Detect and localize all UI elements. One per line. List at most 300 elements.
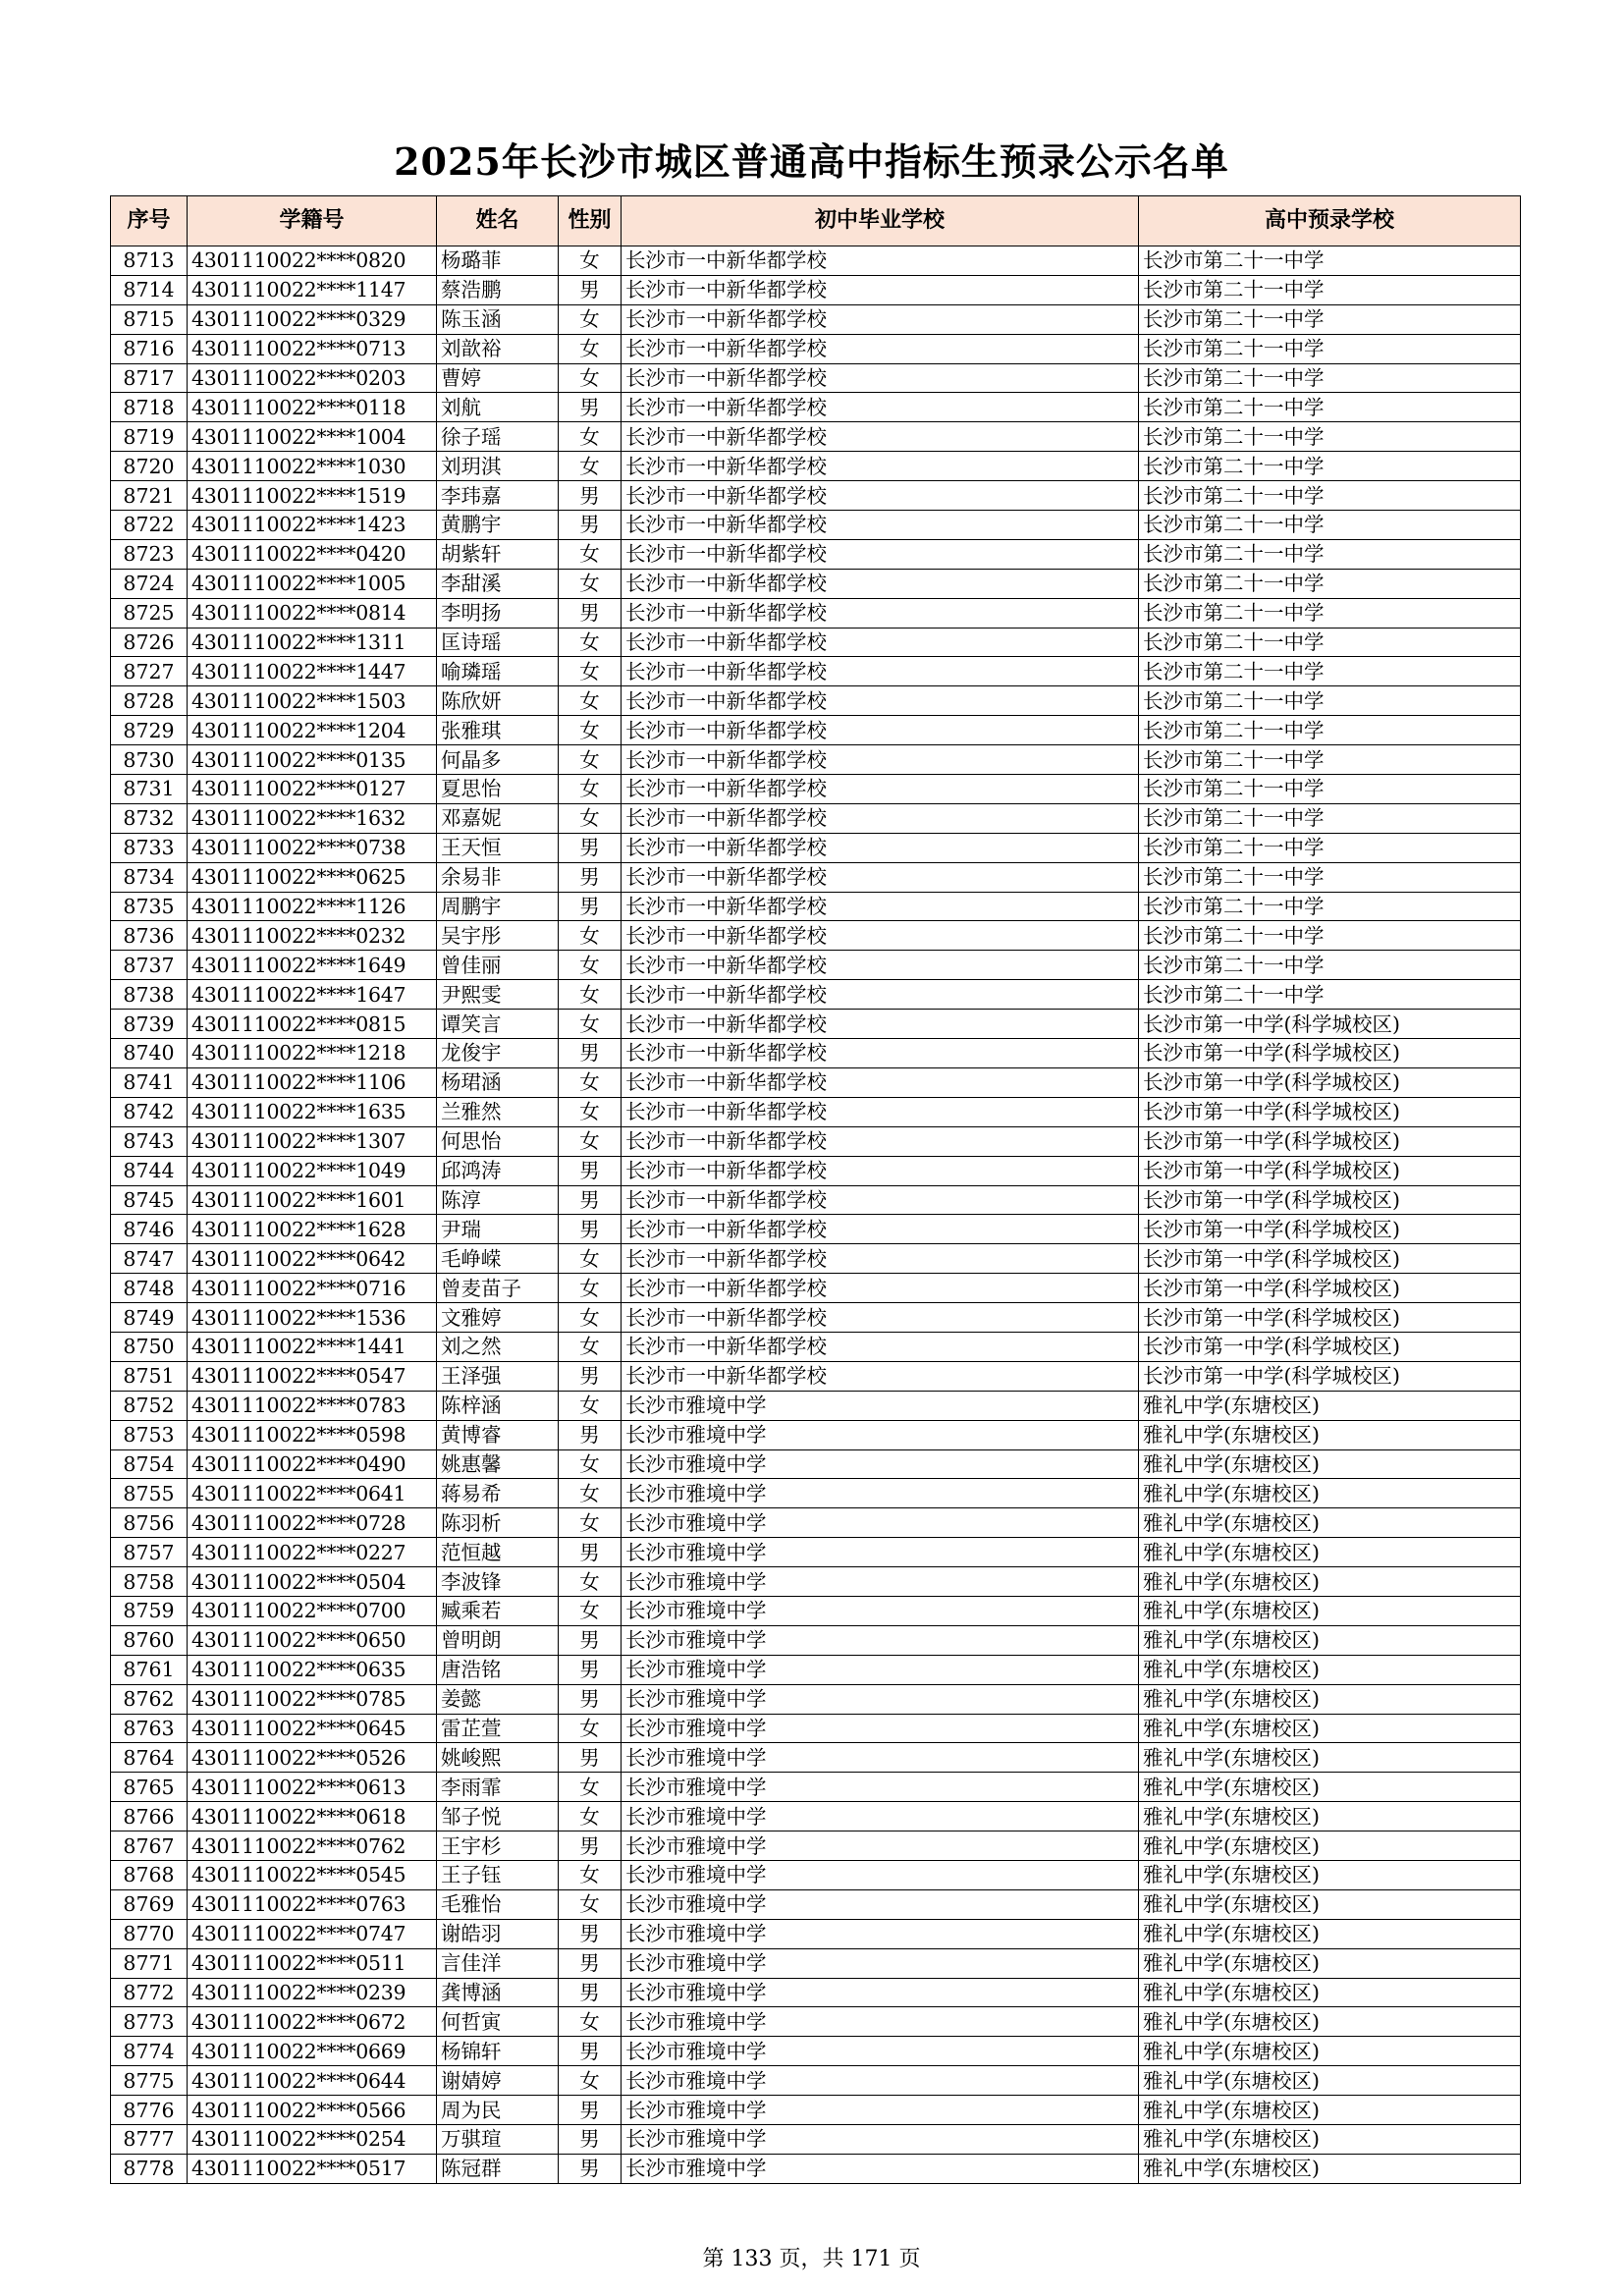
cell-student-id: 4301110022****1307 bbox=[188, 1126, 437, 1156]
cell-middle-school: 长沙市一中新华都学校 bbox=[622, 686, 1139, 716]
cell-name: 陈欣妍 bbox=[437, 686, 559, 716]
cell-name: 曾麦苗子 bbox=[437, 1274, 559, 1303]
cell-high-school: 长沙市第二十一中学 bbox=[1139, 686, 1521, 716]
cell-middle-school: 长沙市一中新华都学校 bbox=[622, 1244, 1139, 1274]
table-row bbox=[111, 2007, 1521, 2037]
cell-middle-school: 长沙市雅境中学 bbox=[622, 1773, 1139, 1802]
cell-middle-school: 长沙市一中新华都学校 bbox=[622, 1332, 1139, 1361]
cell-student-id: 4301110022****0738 bbox=[188, 833, 437, 862]
cell-student-id: 4301110022****0625 bbox=[188, 862, 437, 892]
cell-high-school: 长沙市第二十一中学 bbox=[1139, 246, 1521, 276]
cell-name: 王泽强 bbox=[437, 1361, 559, 1391]
table-row bbox=[111, 1948, 1521, 1978]
table-row bbox=[111, 1067, 1521, 1097]
table-row bbox=[111, 1010, 1521, 1039]
cell-student-id: 4301110022****0547 bbox=[188, 1361, 437, 1391]
cell-high-school: 雅礼中学(东塘校区) bbox=[1139, 2037, 1521, 2066]
cell-gender: 女 bbox=[559, 1274, 622, 1303]
cell-student-id: 4301110022****0672 bbox=[188, 2007, 437, 2037]
cell-high-school: 雅礼中学(东塘校区) bbox=[1139, 1391, 1521, 1420]
header-name: 姓名 bbox=[437, 196, 559, 246]
cell-name: 陈羽析 bbox=[437, 1508, 559, 1538]
table-row bbox=[111, 1919, 1521, 1948]
cell-student-id: 4301110022****0490 bbox=[188, 1449, 437, 1479]
table-row bbox=[111, 1625, 1521, 1655]
cell-gender: 女 bbox=[559, 2007, 622, 2037]
cell-name: 谢婧婷 bbox=[437, 2066, 559, 2096]
cell-high-school: 雅礼中学(东塘校区) bbox=[1139, 1449, 1521, 1479]
cell-middle-school: 长沙市雅境中学 bbox=[622, 1538, 1139, 1567]
cell-middle-school: 长沙市一中新华都学校 bbox=[622, 1010, 1139, 1039]
cell-middle-school: 长沙市一中新华都学校 bbox=[622, 745, 1139, 775]
cell-serial-no: 8756 bbox=[111, 1508, 188, 1538]
cell-gender: 男 bbox=[559, 598, 622, 628]
table-row bbox=[111, 1831, 1521, 1861]
table-row bbox=[111, 980, 1521, 1010]
cell-high-school: 雅礼中学(东塘校区) bbox=[1139, 1831, 1521, 1861]
cell-high-school: 长沙市第一中学(科学城校区) bbox=[1139, 1185, 1521, 1215]
cell-student-id: 4301110022****0118 bbox=[188, 393, 437, 422]
cell-name: 毛雅怡 bbox=[437, 1889, 559, 1919]
cell-gender: 男 bbox=[559, 1625, 622, 1655]
cell-middle-school: 长沙市雅境中学 bbox=[622, 1625, 1139, 1655]
cell-serial-no: 8772 bbox=[111, 1978, 188, 2007]
table-row bbox=[111, 393, 1521, 422]
cell-middle-school: 长沙市一中新华都学校 bbox=[622, 363, 1139, 393]
cell-middle-school: 长沙市一中新华都学校 bbox=[622, 980, 1139, 1010]
cell-middle-school: 长沙市一中新华都学校 bbox=[622, 569, 1139, 598]
cell-name: 何思怡 bbox=[437, 1126, 559, 1156]
cell-student-id: 4301110022****0762 bbox=[188, 1831, 437, 1861]
cell-high-school: 雅礼中学(东塘校区) bbox=[1139, 1479, 1521, 1508]
cell-high-school: 长沙市第二十一中学 bbox=[1139, 539, 1521, 569]
table-row bbox=[111, 1274, 1521, 1303]
cell-serial-no: 8773 bbox=[111, 2007, 188, 2037]
cell-name: 何哲寅 bbox=[437, 2007, 559, 2037]
cell-name: 周为民 bbox=[437, 2096, 559, 2125]
cell-middle-school: 长沙市雅境中学 bbox=[622, 1743, 1139, 1773]
cell-student-id: 4301110022****0644 bbox=[188, 2066, 437, 2096]
cell-high-school: 雅礼中学(东塘校区) bbox=[1139, 1978, 1521, 2007]
cell-high-school: 长沙市第二十一中学 bbox=[1139, 892, 1521, 921]
cell-gender: 男 bbox=[559, 2096, 622, 2125]
cell-serial-no: 8731 bbox=[111, 775, 188, 804]
cell-middle-school: 长沙市一中新华都学校 bbox=[622, 951, 1139, 980]
cell-high-school: 雅礼中学(东塘校区) bbox=[1139, 1596, 1521, 1625]
cell-high-school: 雅礼中学(东塘校区) bbox=[1139, 1684, 1521, 1714]
table-row bbox=[111, 686, 1521, 716]
cell-gender: 男 bbox=[559, 1185, 622, 1215]
cell-student-id: 4301110022****0254 bbox=[188, 2125, 437, 2155]
table-header-row bbox=[111, 196, 1521, 246]
cell-serial-no: 8730 bbox=[111, 745, 188, 775]
table-row bbox=[111, 422, 1521, 452]
cell-name: 曾明朗 bbox=[437, 1625, 559, 1655]
cell-student-id: 4301110022****0127 bbox=[188, 775, 437, 804]
table-row bbox=[111, 775, 1521, 804]
cell-gender: 男 bbox=[559, 1361, 622, 1391]
cell-gender: 女 bbox=[559, 657, 622, 686]
cell-serial-no: 8736 bbox=[111, 921, 188, 951]
cell-gender: 男 bbox=[559, 1215, 622, 1244]
cell-gender: 女 bbox=[559, 304, 622, 334]
table-row bbox=[111, 1332, 1521, 1361]
cell-gender: 男 bbox=[559, 862, 622, 892]
cell-name: 黄博睿 bbox=[437, 1420, 559, 1449]
table-row bbox=[111, 892, 1521, 921]
cell-gender: 女 bbox=[559, 980, 622, 1010]
cell-student-id: 4301110022****0785 bbox=[188, 1684, 437, 1714]
cell-middle-school: 长沙市雅境中学 bbox=[622, 1919, 1139, 1948]
page-title: 2025年长沙市城区普通高中指标生预录公示名单 bbox=[394, 139, 1229, 184]
cell-name: 兰雅然 bbox=[437, 1097, 559, 1126]
cell-serial-no: 8733 bbox=[111, 833, 188, 862]
cell-middle-school: 长沙市一中新华都学校 bbox=[622, 1126, 1139, 1156]
cell-high-school: 长沙市第二十一中学 bbox=[1139, 481, 1521, 511]
cell-name: 刘歆裕 bbox=[437, 334, 559, 363]
cell-gender: 女 bbox=[559, 422, 622, 452]
cell-student-id: 4301110022****0566 bbox=[188, 2096, 437, 2125]
table-row bbox=[111, 2154, 1521, 2183]
cell-name: 吴宇彤 bbox=[437, 921, 559, 951]
cell-student-id: 4301110022****1423 bbox=[188, 511, 437, 540]
cell-student-id: 4301110022****0728 bbox=[188, 1508, 437, 1538]
cell-serial-no: 8750 bbox=[111, 1332, 188, 1361]
table-row bbox=[111, 1185, 1521, 1215]
cell-student-id: 4301110022****0815 bbox=[188, 1010, 437, 1039]
table-row bbox=[111, 1039, 1521, 1068]
cell-middle-school: 长沙市一中新华都学校 bbox=[622, 1303, 1139, 1333]
cell-name: 臧乘若 bbox=[437, 1596, 559, 1625]
cell-serial-no: 8747 bbox=[111, 1244, 188, 1274]
cell-serial-no: 8728 bbox=[111, 686, 188, 716]
cell-name: 姚峻熙 bbox=[437, 1743, 559, 1773]
cell-middle-school: 长沙市一中新华都学校 bbox=[622, 1215, 1139, 1244]
cell-serial-no: 8761 bbox=[111, 1655, 188, 1684]
cell-serial-no: 8764 bbox=[111, 1743, 188, 1773]
table-row bbox=[111, 1860, 1521, 1889]
cell-middle-school: 长沙市雅境中学 bbox=[622, 1948, 1139, 1978]
cell-name: 王子钰 bbox=[437, 1860, 559, 1889]
cell-gender: 女 bbox=[559, 1244, 622, 1274]
cell-student-id: 4301110022****1519 bbox=[188, 481, 437, 511]
cell-gender: 女 bbox=[559, 1802, 622, 1831]
cell-gender: 女 bbox=[559, 1508, 622, 1538]
cell-gender: 女 bbox=[559, 803, 622, 833]
cell-gender: 女 bbox=[559, 921, 622, 951]
cell-student-id: 4301110022****1447 bbox=[188, 657, 437, 686]
cell-middle-school: 长沙市一中新华都学校 bbox=[622, 1156, 1139, 1185]
cell-high-school: 长沙市第二十一中学 bbox=[1139, 275, 1521, 304]
cell-student-id: 4301110022****1632 bbox=[188, 803, 437, 833]
cell-student-id: 4301110022****0504 bbox=[188, 1567, 437, 1597]
cell-middle-school: 长沙市一中新华都学校 bbox=[622, 1361, 1139, 1391]
cell-high-school: 长沙市第二十一中学 bbox=[1139, 334, 1521, 363]
cell-serial-no: 8770 bbox=[111, 1919, 188, 1948]
cell-name: 毛峥嵘 bbox=[437, 1244, 559, 1274]
cell-high-school: 长沙市第一中学(科学城校区) bbox=[1139, 1215, 1521, 1244]
cell-middle-school: 长沙市一中新华都学校 bbox=[622, 393, 1139, 422]
cell-serial-no: 8734 bbox=[111, 862, 188, 892]
cell-name: 喻璘瑶 bbox=[437, 657, 559, 686]
cell-gender: 女 bbox=[559, 686, 622, 716]
cell-name: 刘之然 bbox=[437, 1332, 559, 1361]
cell-student-id: 4301110022****0545 bbox=[188, 1860, 437, 1889]
cell-middle-school: 长沙市一中新华都学校 bbox=[622, 892, 1139, 921]
cell-student-id: 4301110022****1503 bbox=[188, 686, 437, 716]
cell-high-school: 长沙市第二十一中学 bbox=[1139, 422, 1521, 452]
header-serial-no: 序号 bbox=[111, 196, 188, 246]
cell-gender: 男 bbox=[559, 2037, 622, 2066]
cell-serial-no: 8753 bbox=[111, 1420, 188, 1449]
cell-gender: 女 bbox=[559, 1332, 622, 1361]
cell-serial-no: 8754 bbox=[111, 1449, 188, 1479]
cell-student-id: 4301110022****0232 bbox=[188, 921, 437, 951]
cell-high-school: 长沙市第二十一中学 bbox=[1139, 833, 1521, 862]
cell-middle-school: 长沙市一中新华都学校 bbox=[622, 657, 1139, 686]
cell-name: 唐浩铭 bbox=[437, 1655, 559, 1684]
table-row bbox=[111, 1714, 1521, 1743]
cell-student-id: 4301110022****0135 bbox=[188, 745, 437, 775]
cell-serial-no: 8771 bbox=[111, 1948, 188, 1978]
cell-student-id: 4301110022****1004 bbox=[188, 422, 437, 452]
cell-student-id: 4301110022****0641 bbox=[188, 1479, 437, 1508]
cell-student-id: 4301110022****0645 bbox=[188, 1714, 437, 1743]
cell-student-id: 4301110022****0227 bbox=[188, 1538, 437, 1567]
table-row bbox=[111, 334, 1521, 363]
cell-high-school: 雅礼中学(东塘校区) bbox=[1139, 2154, 1521, 2183]
cell-high-school: 长沙市第一中学(科学城校区) bbox=[1139, 1097, 1521, 1126]
cell-serial-no: 8757 bbox=[111, 1538, 188, 1567]
cell-middle-school: 长沙市一中新华都学校 bbox=[622, 481, 1139, 511]
cell-middle-school: 长沙市一中新华都学校 bbox=[622, 1274, 1139, 1303]
cell-serial-no: 8775 bbox=[111, 2066, 188, 2096]
cell-middle-school: 长沙市一中新华都学校 bbox=[622, 539, 1139, 569]
cell-name: 邓嘉妮 bbox=[437, 803, 559, 833]
cell-high-school: 雅礼中学(东塘校区) bbox=[1139, 1625, 1521, 1655]
cell-serial-no: 8740 bbox=[111, 1039, 188, 1068]
cell-student-id: 4301110022****1635 bbox=[188, 1097, 437, 1126]
table-row bbox=[111, 1655, 1521, 1684]
cell-gender: 男 bbox=[559, 2125, 622, 2155]
cell-name: 匡诗瑶 bbox=[437, 628, 559, 657]
cell-serial-no: 8716 bbox=[111, 334, 188, 363]
cell-student-id: 4301110022****0239 bbox=[188, 1978, 437, 2007]
cell-serial-no: 8774 bbox=[111, 2037, 188, 2066]
cell-serial-no: 8722 bbox=[111, 511, 188, 540]
table-row bbox=[111, 1361, 1521, 1391]
table-row bbox=[111, 1420, 1521, 1449]
cell-high-school: 雅礼中学(东塘校区) bbox=[1139, 2125, 1521, 2155]
cell-high-school: 长沙市第一中学(科学城校区) bbox=[1139, 1332, 1521, 1361]
cell-middle-school: 长沙市雅境中学 bbox=[622, 1714, 1139, 1743]
cell-name: 万骐瑄 bbox=[437, 2125, 559, 2155]
table-row bbox=[111, 1743, 1521, 1773]
cell-gender: 女 bbox=[559, 1860, 622, 1889]
cell-middle-school: 长沙市雅境中学 bbox=[622, 2154, 1139, 2183]
cell-high-school: 长沙市第一中学(科学城校区) bbox=[1139, 1067, 1521, 1097]
cell-serial-no: 8718 bbox=[111, 393, 188, 422]
cell-gender: 女 bbox=[559, 2066, 622, 2096]
cell-name: 王宇杉 bbox=[437, 1831, 559, 1861]
cell-middle-school: 长沙市一中新华都学校 bbox=[622, 1039, 1139, 1068]
cell-name: 李波锋 bbox=[437, 1567, 559, 1597]
cell-middle-school: 长沙市雅境中学 bbox=[622, 2037, 1139, 2066]
cell-student-id: 4301110022****1628 bbox=[188, 1215, 437, 1244]
table-body bbox=[111, 246, 1521, 2184]
cell-high-school: 长沙市第一中学(科学城校区) bbox=[1139, 1156, 1521, 1185]
cell-high-school: 雅礼中学(东塘校区) bbox=[1139, 1802, 1521, 1831]
cell-student-id: 4301110022****1441 bbox=[188, 1332, 437, 1361]
cell-gender: 男 bbox=[559, 1655, 622, 1684]
cell-gender: 男 bbox=[559, 481, 622, 511]
cell-gender: 男 bbox=[559, 2154, 622, 2183]
cell-name: 龙俊宇 bbox=[437, 1039, 559, 1068]
cell-gender: 女 bbox=[559, 569, 622, 598]
cell-middle-school: 长沙市雅境中学 bbox=[622, 2007, 1139, 2037]
cell-serial-no: 8739 bbox=[111, 1010, 188, 1039]
cell-student-id: 4301110022****1204 bbox=[188, 716, 437, 745]
cell-serial-no: 8755 bbox=[111, 1479, 188, 1508]
cell-student-id: 4301110022****0650 bbox=[188, 1625, 437, 1655]
cell-student-id: 4301110022****0669 bbox=[188, 2037, 437, 2066]
cell-serial-no: 8717 bbox=[111, 363, 188, 393]
cell-gender: 女 bbox=[559, 363, 622, 393]
cell-middle-school: 长沙市一中新华都学校 bbox=[622, 598, 1139, 628]
cell-high-school: 雅礼中学(东塘校区) bbox=[1139, 1655, 1521, 1684]
table-row bbox=[111, 481, 1521, 511]
cell-high-school: 长沙市第一中学(科学城校区) bbox=[1139, 1361, 1521, 1391]
header-student-id: 学籍号 bbox=[188, 196, 437, 246]
cell-name: 杨珺涵 bbox=[437, 1067, 559, 1097]
cell-gender: 女 bbox=[559, 716, 622, 745]
table-row bbox=[111, 1244, 1521, 1274]
cell-name: 姚惠馨 bbox=[437, 1449, 559, 1479]
cell-gender: 女 bbox=[559, 334, 622, 363]
cell-high-school: 雅礼中学(东塘校区) bbox=[1139, 1919, 1521, 1948]
cell-gender: 女 bbox=[559, 745, 622, 775]
cell-middle-school: 长沙市一中新华都学校 bbox=[622, 1185, 1139, 1215]
cell-gender: 女 bbox=[559, 1126, 622, 1156]
cell-serial-no: 8758 bbox=[111, 1567, 188, 1597]
cell-high-school: 雅礼中学(东塘校区) bbox=[1139, 1743, 1521, 1773]
cell-student-id: 4301110022****0526 bbox=[188, 1743, 437, 1773]
cell-gender: 女 bbox=[559, 1773, 622, 1802]
cell-high-school: 长沙市第二十一中学 bbox=[1139, 452, 1521, 481]
cell-high-school: 雅礼中学(东塘校区) bbox=[1139, 1420, 1521, 1449]
cell-high-school: 长沙市第二十一中学 bbox=[1139, 716, 1521, 745]
cell-high-school: 长沙市第一中学(科学城校区) bbox=[1139, 1010, 1521, 1039]
cell-serial-no: 8723 bbox=[111, 539, 188, 569]
cell-high-school: 长沙市第二十一中学 bbox=[1139, 569, 1521, 598]
cell-name: 尹瑞 bbox=[437, 1215, 559, 1244]
cell-name: 雷芷萱 bbox=[437, 1714, 559, 1743]
cell-high-school: 雅礼中学(东塘校区) bbox=[1139, 1773, 1521, 1802]
cell-serial-no: 8765 bbox=[111, 1773, 188, 1802]
cell-middle-school: 长沙市雅境中学 bbox=[622, 1508, 1139, 1538]
cell-gender: 女 bbox=[559, 1567, 622, 1597]
cell-student-id: 4301110022****1147 bbox=[188, 275, 437, 304]
cell-name: 何晶多 bbox=[437, 745, 559, 775]
cell-middle-school: 长沙市雅境中学 bbox=[622, 2096, 1139, 2125]
table-row bbox=[111, 511, 1521, 540]
table-row bbox=[111, 951, 1521, 980]
cell-high-school: 雅礼中学(东塘校区) bbox=[1139, 1860, 1521, 1889]
cell-gender: 女 bbox=[559, 1010, 622, 1039]
cell-high-school: 长沙市第二十一中学 bbox=[1139, 745, 1521, 775]
table-row bbox=[111, 539, 1521, 569]
cell-serial-no: 8767 bbox=[111, 1831, 188, 1861]
cell-gender: 男 bbox=[559, 1538, 622, 1567]
cell-high-school: 长沙市第二十一中学 bbox=[1139, 862, 1521, 892]
cell-serial-no: 8768 bbox=[111, 1860, 188, 1889]
cell-name: 胡紫轩 bbox=[437, 539, 559, 569]
table-row bbox=[111, 1538, 1521, 1567]
table-row bbox=[111, 921, 1521, 951]
cell-name: 陈冠群 bbox=[437, 2154, 559, 2183]
cell-high-school: 雅礼中学(东塘校区) bbox=[1139, 2007, 1521, 2037]
cell-name: 文雅婷 bbox=[437, 1303, 559, 1333]
cell-student-id: 4301110022****0700 bbox=[188, 1596, 437, 1625]
cell-student-id: 4301110022****1005 bbox=[188, 569, 437, 598]
cell-middle-school: 长沙市一中新华都学校 bbox=[622, 775, 1139, 804]
cell-student-id: 4301110022****1126 bbox=[188, 892, 437, 921]
cell-middle-school: 长沙市一中新华都学校 bbox=[622, 628, 1139, 657]
cell-high-school: 长沙市第二十一中学 bbox=[1139, 363, 1521, 393]
cell-high-school: 雅礼中学(东塘校区) bbox=[1139, 2066, 1521, 2096]
cell-name: 黄鹏宇 bbox=[437, 511, 559, 540]
cell-student-id: 4301110022****1536 bbox=[188, 1303, 437, 1333]
cell-high-school: 雅礼中学(东塘校区) bbox=[1139, 1508, 1521, 1538]
cell-serial-no: 8727 bbox=[111, 657, 188, 686]
cell-middle-school: 长沙市一中新华都学校 bbox=[622, 833, 1139, 862]
table-row bbox=[111, 1889, 1521, 1919]
table-row bbox=[111, 1802, 1521, 1831]
table-row bbox=[111, 803, 1521, 833]
cell-student-id: 4301110022****0747 bbox=[188, 1919, 437, 1948]
cell-serial-no: 8763 bbox=[111, 1714, 188, 1743]
cell-serial-no: 8777 bbox=[111, 2125, 188, 2155]
page-footer: 第 133 页，共 171 页 bbox=[702, 2247, 921, 2271]
cell-serial-no: 8724 bbox=[111, 569, 188, 598]
table-row bbox=[111, 1479, 1521, 1508]
cell-high-school: 长沙市第二十一中学 bbox=[1139, 628, 1521, 657]
cell-high-school: 长沙市第一中学(科学城校区) bbox=[1139, 1039, 1521, 1068]
cell-name: 余易非 bbox=[437, 862, 559, 892]
cell-gender: 男 bbox=[559, 892, 622, 921]
table-row bbox=[111, 1391, 1521, 1420]
cell-name: 邹子悦 bbox=[437, 1802, 559, 1831]
table-row bbox=[111, 833, 1521, 862]
cell-gender: 男 bbox=[559, 1831, 622, 1861]
cell-serial-no: 8714 bbox=[111, 275, 188, 304]
table-row bbox=[111, 246, 1521, 276]
cell-student-id: 4301110022****1049 bbox=[188, 1156, 437, 1185]
cell-high-school: 长沙市第二十一中学 bbox=[1139, 393, 1521, 422]
cell-serial-no: 8742 bbox=[111, 1097, 188, 1126]
cell-serial-no: 8721 bbox=[111, 481, 188, 511]
cell-middle-school: 长沙市一中新华都学校 bbox=[622, 422, 1139, 452]
cell-serial-no: 8751 bbox=[111, 1361, 188, 1391]
table-row bbox=[111, 569, 1521, 598]
cell-name: 张雅琪 bbox=[437, 716, 559, 745]
cell-serial-no: 8729 bbox=[111, 716, 188, 745]
cell-middle-school: 长沙市雅境中学 bbox=[622, 2125, 1139, 2155]
cell-gender: 男 bbox=[559, 1684, 622, 1714]
cell-serial-no: 8760 bbox=[111, 1625, 188, 1655]
cell-name: 李甜溪 bbox=[437, 569, 559, 598]
cell-middle-school: 长沙市一中新华都学校 bbox=[622, 275, 1139, 304]
